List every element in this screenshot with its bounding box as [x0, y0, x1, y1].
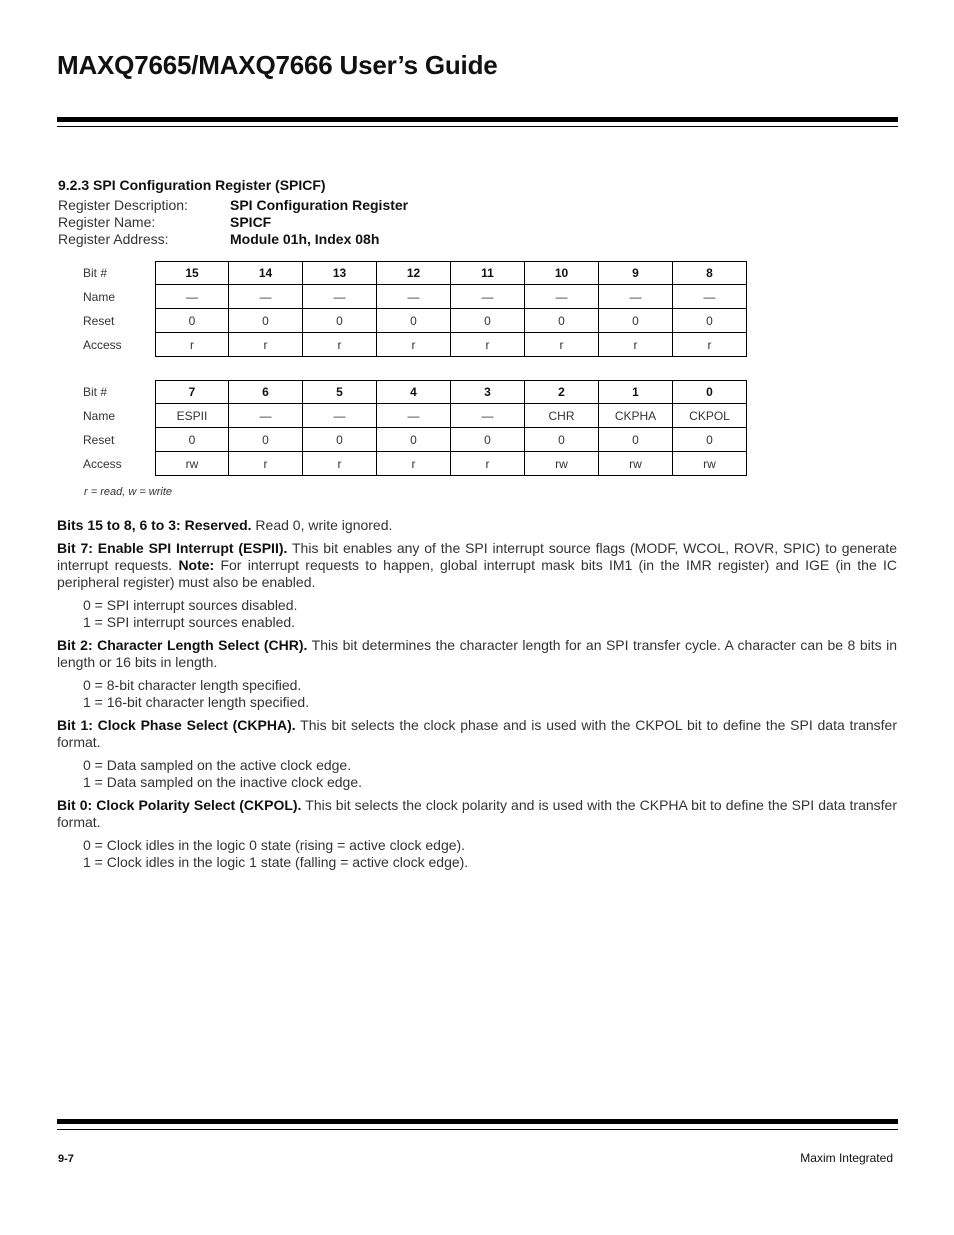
- espii-title: Bit 7: Enable SPI Interrupt (ESPII).: [57, 540, 288, 556]
- bit-number-cell: 7: [155, 380, 229, 404]
- row-label-access: Access: [83, 457, 122, 471]
- bit-name-cell: —: [155, 285, 229, 309]
- ckpol-option-0: 0 = Clock idles in the logic 0 state (rising = active clock edge).: [83, 837, 466, 853]
- bit-name-row: [83, 285, 754, 309]
- bit-reset-cell: 0: [525, 309, 599, 333]
- bit-number-cell: 1: [599, 380, 673, 404]
- bit-descriptions: [57, 517, 897, 871]
- ckpha-title: Bit 1: Clock Phase Select (CKPHA).: [57, 717, 296, 733]
- espii-note-text: For interrupt requests to happen, global interrupt mask bits IM1 (in the IMR register) and IGE (in the IC peripheral register) must also be enabled.: [57, 557, 897, 590]
- register-info: [58, 197, 408, 248]
- espii-option-0: 0 = SPI interrupt sources disabled.: [83, 597, 298, 613]
- bit-number-row: [83, 261, 754, 285]
- bit-reset-cell: 0: [377, 309, 451, 333]
- bit-reset-cell: 0: [451, 428, 525, 452]
- register-description-row: [58, 197, 408, 214]
- bit-reset-cell: 0: [525, 428, 599, 452]
- ckpol-option-1: 1 = Clock idles in the logic 1 state (falling = active clock edge).: [83, 854, 469, 870]
- bit-access-cell: r: [303, 333, 377, 357]
- bit-access-cell: rw: [599, 452, 673, 476]
- row-label-bit: Bit #: [83, 385, 108, 399]
- bit-access-cell: r: [451, 333, 525, 357]
- bit-number-cell: 12: [377, 261, 451, 285]
- bit-name-cell: —: [599, 285, 673, 309]
- bit-access-cell: r: [229, 452, 303, 476]
- bit-access-cell: r: [525, 333, 599, 357]
- bit-reset-cell: 0: [229, 309, 303, 333]
- register-address-row: [58, 231, 408, 248]
- row-label-name: Name: [83, 290, 116, 304]
- bit-name-cell: —: [451, 285, 525, 309]
- bit-access-row: [83, 333, 754, 357]
- register-address-label: Register Address:: [58, 231, 169, 247]
- access-legend: r = read, w = write: [84, 486, 173, 498]
- chr-text: This bit determines the character length for an SPI transfer cycle. A character can be 8 bits in length or 16 bits in length.: [57, 637, 898, 670]
- ckpol-text: This bit selects the clock polarity and is used with the CKPHA bit to define the SPI data transfer format.: [57, 797, 898, 830]
- ckpha-option-0: 0 = Data sampled on the active clock edge.: [83, 757, 352, 773]
- bit-name-cell: —: [451, 404, 525, 428]
- chr-option-0: 0 = 8-bit character length specified.: [83, 677, 302, 693]
- bit-reset-cell: 0: [155, 309, 229, 333]
- reserved-text: Read 0, write ignored.: [251, 517, 393, 533]
- bit-name-cell: —: [229, 404, 303, 428]
- chr-description: [57, 637, 897, 671]
- bit-access-cell: r: [673, 333, 747, 357]
- bit-reset-row: [83, 309, 754, 333]
- page-number: 9-7: [58, 1153, 74, 1165]
- reserved-description: [57, 517, 897, 534]
- bit-number-cell: 0: [673, 380, 747, 404]
- bit-number-row: [83, 380, 754, 404]
- bit-reset-cell: 0: [599, 309, 673, 333]
- bit-name-cell: —: [673, 285, 747, 309]
- bit-access-row: [83, 452, 754, 476]
- ckpha-text: This bit selects the clock phase and is used with the CKPOL bit to define the SPI data transfer format.: [57, 717, 898, 750]
- bit-name-cell: —: [303, 404, 377, 428]
- bit-number-cell: 14: [229, 261, 303, 285]
- bit-name-cell: CHR: [525, 404, 599, 428]
- footer-rule-thick: [57, 1119, 898, 1124]
- espii-note-label: Note:: [178, 557, 215, 573]
- register-description-value: SPI Configuration Register: [230, 197, 409, 213]
- ckpha-option-1: 1 = Data sampled on the inactive clock edge.: [83, 774, 363, 790]
- bit-reset-cell: 0: [303, 309, 377, 333]
- bit-name-cell: —: [525, 285, 599, 309]
- bit-number-cell: 9: [599, 261, 673, 285]
- bit-number-cell: 3: [451, 380, 525, 404]
- register-name-value: SPICF: [230, 214, 272, 230]
- section-heading: 9.2.3 SPI Configuration Register (SPICF): [58, 177, 326, 193]
- register-address-value: Module 01h, Index 08h: [230, 231, 380, 247]
- row-label-bit: Bit #: [83, 266, 108, 280]
- bit-name-cell: —: [377, 285, 451, 309]
- bit-number-cell: 6: [229, 380, 303, 404]
- chr-title: Bit 2: Character Length Select (CHR).: [57, 637, 308, 653]
- row-label-reset: Reset: [83, 314, 115, 328]
- ckpol-description: [57, 797, 897, 831]
- bit-name-cell: —: [303, 285, 377, 309]
- espii-description: [57, 540, 897, 591]
- bit-number-cell: 4: [377, 380, 451, 404]
- bit-name-cell: —: [377, 404, 451, 428]
- bit-reset-cell: 0: [599, 428, 673, 452]
- header-rule-thick: [57, 117, 898, 122]
- document-title: MAXQ7665/MAXQ7666 User’s Guide: [57, 50, 498, 80]
- espii-text: This bit enables any of the SPI interrupt source flags (MODF, WCOL, ROVR, SPIC) to generate interrupt requests.: [57, 540, 897, 573]
- bit-number-cell: 2: [525, 380, 599, 404]
- ckpha-description: [57, 717, 897, 751]
- bit-reset-cell: 0: [303, 428, 377, 452]
- register-name-row: [58, 214, 408, 231]
- row-label-access: Access: [83, 338, 122, 352]
- bit-reset-cell: 0: [155, 428, 229, 452]
- bit-name-row: [83, 404, 754, 428]
- bit-access-cell: rw: [673, 452, 747, 476]
- bit-number-cell: 15: [155, 261, 229, 285]
- bit-table-lower: [83, 380, 754, 476]
- bit-name-cell: CKPOL: [673, 404, 747, 428]
- chr-option-1: 1 = 16-bit character length specified.: [83, 694, 310, 710]
- bit-access-cell: r: [229, 333, 303, 357]
- register-name-label: Register Name:: [58, 214, 156, 230]
- ckpol-title: Bit 0: Clock Polarity Select (CKPOL).: [57, 797, 302, 813]
- bit-number-cell: 10: [525, 261, 599, 285]
- bit-access-cell: r: [599, 333, 673, 357]
- bit-access-cell: r: [377, 333, 451, 357]
- bit-number-cell: 11: [451, 261, 525, 285]
- bit-name-cell: CKPHA: [599, 404, 673, 428]
- bit-table-upper: [83, 261, 754, 357]
- bit-access-cell: r: [155, 333, 229, 357]
- reserved-title: Bits 15 to 8, 6 to 3: Reserved.: [57, 517, 252, 533]
- bit-number-cell: 5: [303, 380, 377, 404]
- bit-number-cell: 13: [303, 261, 377, 285]
- bit-reset-cell: 0: [673, 428, 747, 452]
- bit-reset-cell: 0: [673, 309, 747, 333]
- bit-access-cell: r: [377, 452, 451, 476]
- bit-access-cell: rw: [525, 452, 599, 476]
- bit-name-cell: ESPII: [155, 404, 229, 428]
- header-rule-thin: [57, 126, 898, 127]
- row-label-name: Name: [83, 409, 116, 423]
- bit-access-cell: rw: [155, 452, 229, 476]
- register-description-label: Register Description:: [58, 197, 188, 213]
- publisher-name: Maxim Integrated: [800, 1151, 893, 1165]
- row-label-reset: Reset: [83, 433, 115, 447]
- bit-reset-row: [83, 428, 754, 452]
- footer-rule-thin: [57, 1129, 898, 1130]
- bit-name-cell: —: [229, 285, 303, 309]
- bit-access-cell: r: [451, 452, 525, 476]
- bit-reset-cell: 0: [451, 309, 525, 333]
- bit-number-cell: 8: [673, 261, 747, 285]
- bit-access-cell: r: [303, 452, 377, 476]
- bit-reset-cell: 0: [377, 428, 451, 452]
- espii-option-1: 1 = SPI interrupt sources enabled.: [83, 614, 296, 630]
- bit-reset-cell: 0: [229, 428, 303, 452]
